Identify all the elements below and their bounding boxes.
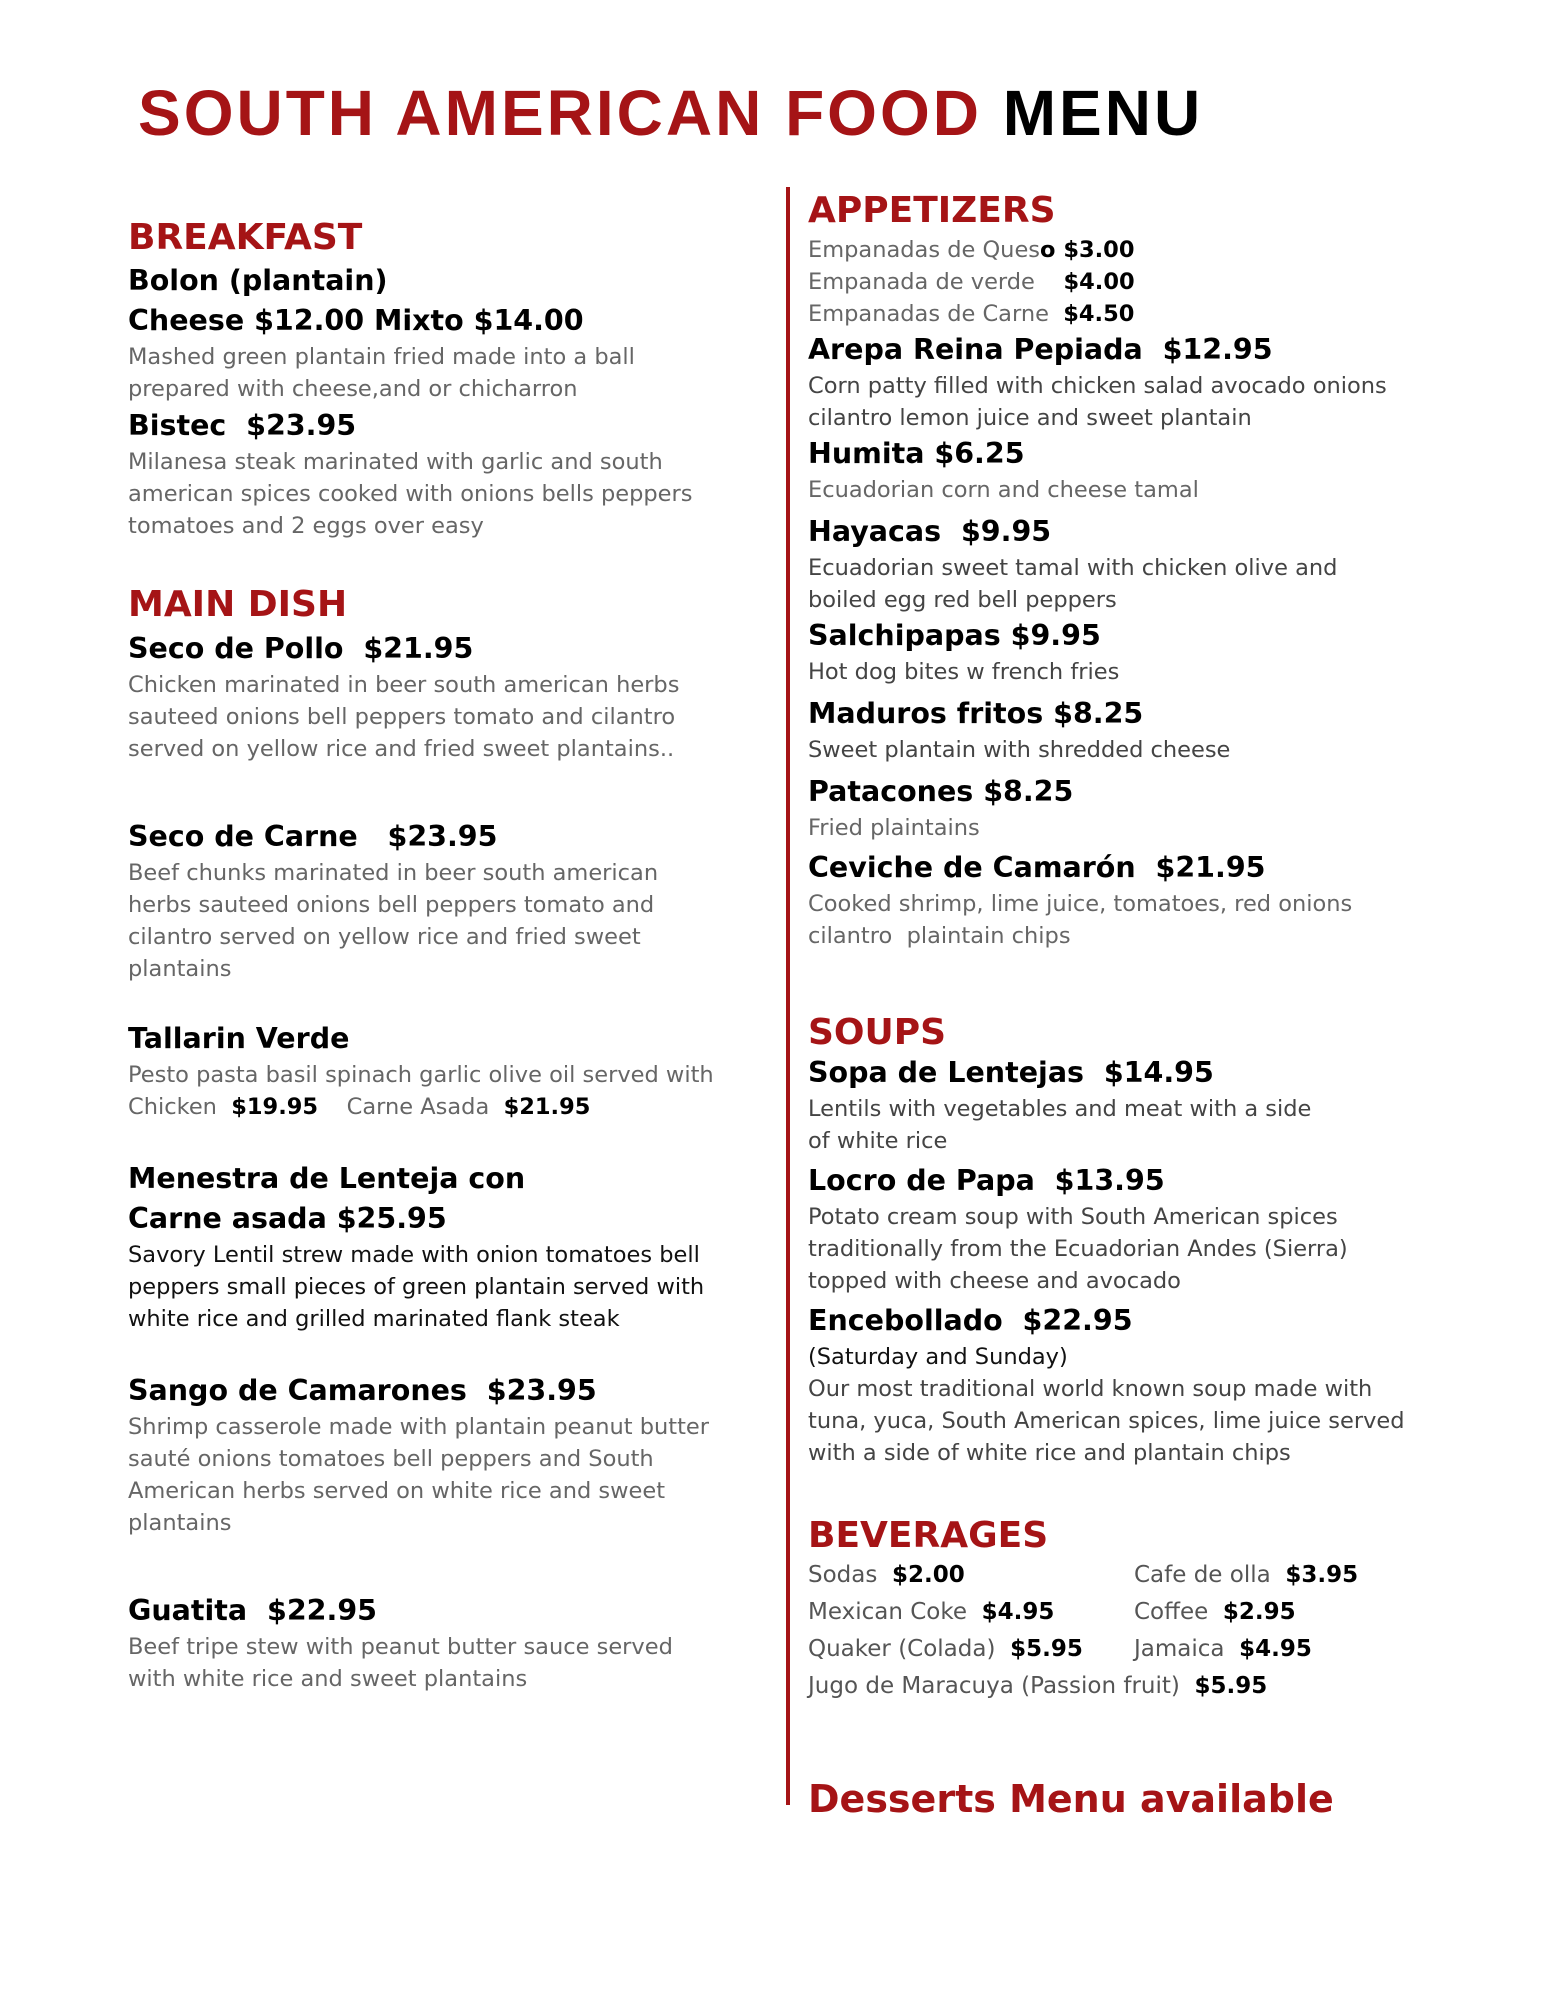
beverage-item <box>808 1559 1134 1591</box>
dish-desc-seco-pollo: Chicken marinated in beer south american herbs sauteed onions bell peppers tomato and cilantro served on yellow rice and fried sweet plantains.. <box>128 672 680 762</box>
desserts-note: Desserts Menu available <box>808 1777 1334 1821</box>
appetizer-price: $3.00 <box>1055 237 1135 263</box>
dish-name-bolon: Bolon (plantain) <box>128 264 388 297</box>
appetizer-label: Empanada de verde <box>808 269 1064 295</box>
dish-name-salchipapas: Salchipapas $9.95 <box>808 619 1101 652</box>
beverage-price: $3.95 <box>1285 1562 1359 1588</box>
dish-desc-arepa: Corn patty filled with chicken salad avocado onions cilantro lemon juice and sweet plantain <box>808 373 1387 431</box>
beverage-item <box>1134 1559 1434 1591</box>
dish-name-tallarin-verde: Tallarin Verde <box>128 1022 350 1055</box>
section-heading-breakfast: BREAKFAST <box>128 217 363 258</box>
dish-name-sango-camarones: Sango de Camarones $23.95 <box>128 1374 597 1407</box>
dish-name-menestra: Menestra de Lenteja con Carne asada $25.95 <box>128 1162 526 1235</box>
appetizer-empanadas-queso <box>808 234 1448 266</box>
dish-name-ceviche: Ceviche de Camarón $21.95 <box>808 851 1266 884</box>
dish-name-seco-carne: Seco de Carne $23.95 <box>128 820 498 853</box>
dish-desc-sopa-lentejas: Lentils with vegetables and meat with a side of white rice <box>808 1096 1312 1154</box>
dish-desc-ceviche: Cooked shrimp, lime juice, tomatoes, red onions cilantro plaintain chips <box>808 891 1353 949</box>
section-heading-soups: SOUPS <box>808 1012 947 1053</box>
dish-name-humita: Humita $6.25 <box>808 437 1025 470</box>
dish-name-sopa-lentejas: Sopa de Lentejas $14.95 <box>808 1056 1214 1089</box>
section-heading-beverages: BEVERAGES <box>808 1515 1049 1556</box>
beverage-item <box>808 1633 1134 1665</box>
dish-desc-salchipapas: Hot dog bites w french fries <box>808 659 1120 685</box>
appetizer-label: Empanadas de Ques <box>808 237 1041 263</box>
dish-desc-menestra: Savory Lentil strew made with onion tomatoes bell peppers small pieces of green plantain served with white rice and grilled marinated flank steak <box>128 1242 705 1332</box>
column-divider <box>786 187 790 1805</box>
appetizer-label: Empanadas de Carne <box>808 301 1064 327</box>
menu-title <box>138 78 1203 148</box>
beverage-label: Jamaica <box>1134 1636 1240 1662</box>
left-column <box>128 215 728 1695</box>
beverage-item-wide <box>808 1670 1448 1702</box>
dish-name-encebollado: Encebollado $22.95 <box>808 1304 1133 1337</box>
menu-title-word: MENU <box>1002 77 1204 149</box>
beverage-price: $5.95 <box>1010 1636 1083 1662</box>
section-heading-appetizers: APPETIZERS <box>808 190 1056 231</box>
option-label-carne-asada: Carne Asada <box>318 1094 504 1120</box>
dish-options-tallarin-verde <box>128 1091 728 1123</box>
dish-name-hayacas: Hayacas $9.95 <box>808 515 1052 548</box>
dish-note-encebollado: (Saturday and Sunday) <box>808 1344 1068 1370</box>
beverage-label: Jugo de Maracuya (Passion fruit) <box>808 1673 1195 1699</box>
beverage-label: Sodas <box>808 1562 892 1588</box>
menu-title-highlight: SOUTH AMERICAN FOOD <box>138 77 982 149</box>
beverage-label: Mexican Coke <box>808 1599 982 1625</box>
dish-desc-bistec: Milanesa steak marinated with garlic and south american spices cooked with onions bells peppers tomatoes and 2 eggs over easy <box>128 449 693 539</box>
beverage-price: $4.95 <box>981 1599 1055 1625</box>
beverage-price: $5.95 <box>1194 1673 1268 1699</box>
dish-desc-patacones: Fried plaintains <box>808 815 980 841</box>
dish-name-patacones: Patacones $8.25 <box>808 775 1074 808</box>
dish-desc-locro-papa: Potato cream soup with South American spices traditionally from the Ecuadorian Andes (Sierra) topped with cheese and avocado <box>808 1204 1348 1294</box>
beverage-price: $4.95 <box>1239 1636 1312 1662</box>
dish-prices-bolon: Cheese $12.00 Mixto $14.00 <box>128 304 584 337</box>
appetizer-empanadas-carne <box>808 298 1448 330</box>
appetizer-price: $4.00 <box>1063 269 1135 295</box>
beverage-label: Quaker (Colada) <box>808 1636 1011 1662</box>
dish-name-bistec: Bistec $23.95 <box>128 409 357 442</box>
beverage-price: $2.95 <box>1222 1599 1296 1625</box>
option-label-chicken: Chicken <box>128 1094 232 1120</box>
beverage-price: $2.00 <box>891 1562 965 1588</box>
dish-name-arepa: Arepa Reina Pepiada $12.95 <box>808 333 1273 366</box>
dish-desc-hayacas: Ecuadorian sweet tamal with chicken olive and boiled egg red bell peppers <box>808 555 1338 613</box>
appetizer-price: $4.50 <box>1063 301 1135 327</box>
dish-desc-guatita: Beef tripe stew with peanut butter sauce served with white rice and sweet plantains <box>128 1634 673 1692</box>
dish-name-guatita: Guatita $22.95 <box>128 1594 377 1627</box>
dish-name-seco-pollo: Seco de Pollo $21.95 <box>128 632 474 665</box>
beverage-item <box>1134 1596 1434 1628</box>
beverage-label: Cafe de olla <box>1134 1562 1286 1588</box>
dish-name-locro-papa: Locro de Papa $13.95 <box>808 1164 1165 1197</box>
dish-desc-maduros: Sweet plantain with shredded cheese <box>808 737 1231 763</box>
beverage-item <box>808 1596 1134 1628</box>
dish-desc-humita: Ecuadorian corn and cheese tamal <box>808 477 1199 503</box>
appetizer-empanada-verde <box>808 266 1448 298</box>
beverage-item <box>1134 1633 1434 1665</box>
dish-desc-seco-carne: Beef chunks marinated in beer south american herbs sauteed onions bell peppers tomato and cilantro served on yellow rice and fried sweet plantains <box>128 860 659 982</box>
option-price-carne-asada: $21.95 <box>503 1094 591 1120</box>
dish-desc-tallarin-verde: Pesto pasta basil spinach garlic olive oil served with <box>128 1062 714 1088</box>
option-price-chicken: $19.95 <box>231 1094 319 1120</box>
section-heading-main-dish: MAIN DISH <box>128 584 348 625</box>
right-column <box>808 188 1448 1822</box>
dish-desc-encebollado: Our most traditional world known soup made with tuna, yuca, South American spices, lime juice served with a side of white rice and plantain chips <box>808 1376 1405 1466</box>
dish-desc-sango-camarones: Shrimp casserole made with plantain peanut butter sauté onions tomatoes bell peppers and South American herbs served on white rice and sweet plantains <box>128 1414 710 1536</box>
beverage-label: Coffee <box>1134 1599 1223 1625</box>
dish-desc-bolon: Mashed green plantain fried made into a ball prepared with cheese,and or chicharron <box>128 344 635 402</box>
appetizer-label-bold: o <box>1040 237 1056 263</box>
dish-name-maduros: Maduros fritos $8.25 <box>808 697 1144 730</box>
beverage-list <box>808 1559 1448 1665</box>
